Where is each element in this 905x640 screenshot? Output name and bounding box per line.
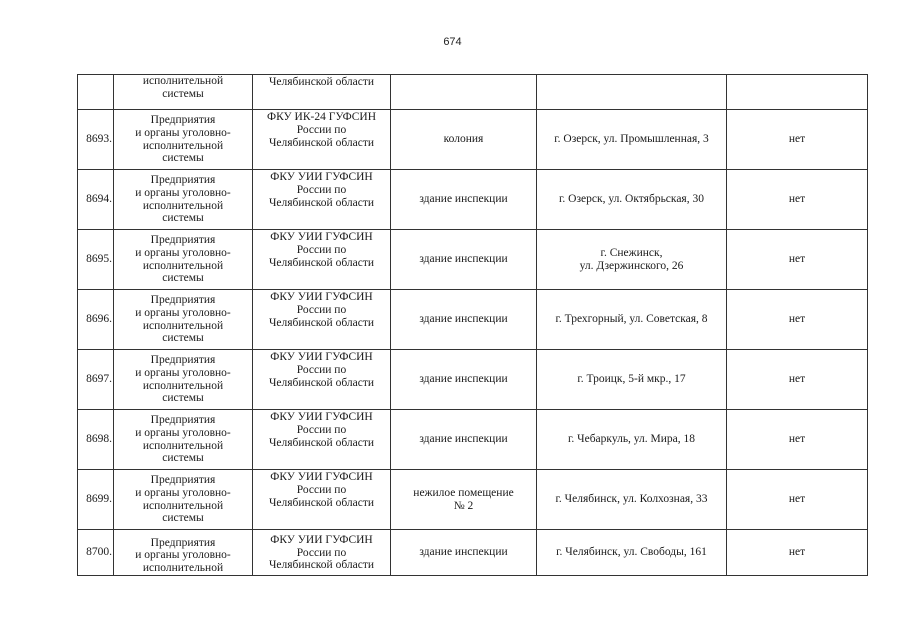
category-cell: Предприятия и органы уголовно- исполнительной системы bbox=[114, 170, 253, 230]
address-cell: г. Челябинск, ул. Колхозная, 33 bbox=[537, 470, 727, 530]
object-type-cell: колония bbox=[391, 110, 537, 170]
object-type-cell: здание инспекции bbox=[391, 410, 537, 470]
address-cell: г. Челябинск, ул. Свободы, 161 bbox=[537, 530, 727, 576]
category-cell: Предприятия и органы уголовно- исполнительной системы bbox=[114, 470, 253, 530]
table-row bbox=[78, 410, 868, 470]
table-row bbox=[78, 110, 868, 170]
category-cell: Предприятия и органы уголовно- исполнительной системы bbox=[114, 350, 253, 410]
flag-cell: нет bbox=[727, 290, 868, 350]
flag-cell: нет bbox=[727, 410, 868, 470]
row-number-cell: 8699. bbox=[78, 470, 114, 530]
category-cell: Предприятия и органы уголовно- исполнительной bbox=[114, 530, 253, 576]
object-type-cell: здание инспекции bbox=[391, 350, 537, 410]
organization-cell: ФКУ УИИ ГУФСИН России по Челябинской области bbox=[253, 530, 391, 576]
row-number-cell: 8696. bbox=[78, 290, 114, 350]
table-row bbox=[78, 350, 868, 410]
table-row bbox=[78, 230, 868, 290]
table-row bbox=[78, 170, 868, 230]
table-row bbox=[78, 75, 868, 110]
address-cell bbox=[537, 75, 727, 110]
table-row bbox=[78, 290, 868, 350]
organization-cell: ФКУ УИИ ГУФСИН России по Челябинской области bbox=[253, 410, 391, 470]
organization-cell: ФКУ УИИ ГУФСИН России по Челябинской области bbox=[253, 170, 391, 230]
organization-cell: ФКУ УИИ ГУФСИН России по Челябинской области bbox=[253, 470, 391, 530]
address-cell: г. Озерск, ул. Промышленная, 3 bbox=[537, 110, 727, 170]
row-number-cell: 8694. bbox=[78, 170, 114, 230]
page-number: 674 bbox=[443, 36, 462, 48]
flag-cell: нет bbox=[727, 530, 868, 576]
table-row bbox=[78, 470, 868, 530]
organization-cell: ФКУ УИИ ГУФСИН России по Челябинской области bbox=[253, 350, 391, 410]
object-type-cell: здание инспекции bbox=[391, 530, 537, 576]
organization-cell: ФКУ ИК-24 ГУФСИН России по Челябинской области bbox=[253, 110, 391, 170]
organization-cell: ФКУ УИИ ГУФСИН России по Челябинской области bbox=[253, 290, 391, 350]
object-type-cell: нежилое помещение № 2 bbox=[391, 470, 537, 530]
flag-cell: нет bbox=[727, 170, 868, 230]
address-cell: г. Озерск, ул. Октябрьская, 30 bbox=[537, 170, 727, 230]
flag-cell: нет bbox=[727, 470, 868, 530]
category-cell: Предприятия и органы уголовно- исполнительной системы bbox=[114, 110, 253, 170]
flag-cell: нет bbox=[727, 350, 868, 410]
row-number-cell bbox=[78, 75, 114, 110]
organization-cell: Челябинской области bbox=[253, 75, 391, 110]
category-cell: Предприятия и органы уголовно- исполнительной системы bbox=[114, 410, 253, 470]
registry-table-body bbox=[78, 75, 868, 576]
address-cell: г. Снежинск, ул. Дзержинского, 26 bbox=[537, 230, 727, 290]
row-number-cell: 8697. bbox=[78, 350, 114, 410]
flag-cell bbox=[727, 75, 868, 110]
category-cell: Предприятия и органы уголовно- исполнительной системы bbox=[114, 230, 253, 290]
address-cell: г. Чебаркуль, ул. Мира, 18 bbox=[537, 410, 727, 470]
category-cell: Предприятия и органы уголовно- исполнительной системы bbox=[114, 290, 253, 350]
address-cell: г. Трехгорный, ул. Советская, 8 bbox=[537, 290, 727, 350]
row-number-cell: 8700. bbox=[78, 530, 114, 576]
address-cell: г. Троицк, 5-й мкр., 17 bbox=[537, 350, 727, 410]
object-type-cell: здание инспекции bbox=[391, 230, 537, 290]
row-number-cell: 8695. bbox=[78, 230, 114, 290]
object-type-cell: здание инспекции bbox=[391, 290, 537, 350]
table-row bbox=[78, 530, 868, 576]
flag-cell: нет bbox=[727, 110, 868, 170]
object-type-cell bbox=[391, 75, 537, 110]
row-number-cell: 8698. bbox=[78, 410, 114, 470]
category-cell: исполнительной системы bbox=[114, 75, 253, 110]
flag-cell: нет bbox=[727, 230, 868, 290]
registry-table bbox=[77, 74, 868, 576]
row-number-cell: 8693. bbox=[78, 110, 114, 170]
object-type-cell: здание инспекции bbox=[391, 170, 537, 230]
organization-cell: ФКУ УИИ ГУФСИН России по Челябинской области bbox=[253, 230, 391, 290]
